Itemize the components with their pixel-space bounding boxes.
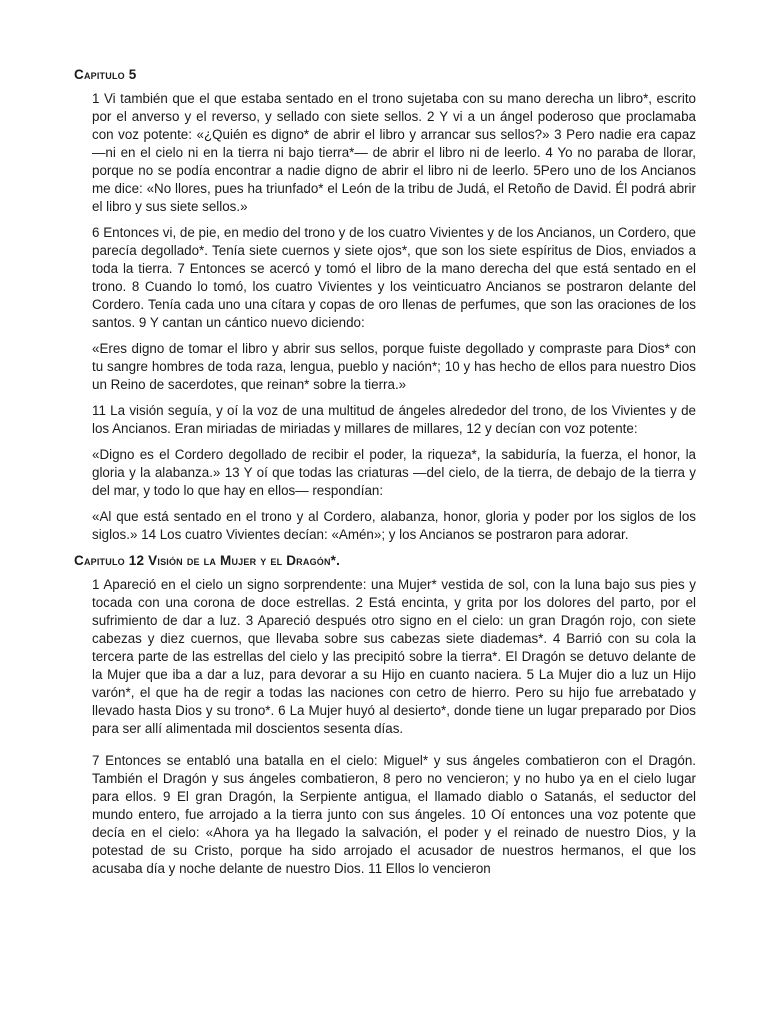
chapter-5-text (74, 90, 696, 544)
document-body (74, 66, 696, 886)
chapter-12-text (74, 576, 696, 878)
paragraph: «Digno es el Cordero degollado de recibir el poder, la riqueza*, la sabiduría, la fuerza, el honor, la gloria y la alabanza.» 13 Y oí que todas las criaturas —del cielo, de la tierra, de debajo de la tierra y del mar, y todo lo que hay en ellos— respondían: (92, 447, 696, 498)
paragraph: 6 Entonces vi, de pie, en medio del trono y de los cuatro Vivientes y de los Ancianos, un Cordero, que parecía degollado*. Tenía siete cuernos y siete ojos*, que son los siete espíritus de Dios, enviados a toda la tierra. 7 Entonces se acercó y tomó el libro de la mano derecha del que está sentado en el trono. 8 Cuando lo tomó, los cuatro Vivientes y los veinticuatro Ancianos se postraron delante del Cordero. Tenía cada uno una cítara y copas de oro llenas de perfumes, que son las oraciones de los santos. 9 Y cantan un cántico nuevo diciendo: (92, 225, 696, 330)
chapter-12-heading: Capitulo 12 Visión de la Mujer y el Dragón*. (74, 553, 341, 568)
paragraph: «Eres digno de tomar el libro y abrir sus sellos, porque fuiste degollado y compraste para Dios* con tu sangre hombres de toda raza, lengua, pueblo y nación*; 10 y has hecho de ellos para nuestro Dios un Reino de sacerdotes, que reinan* sobre la tierra.» (92, 341, 696, 392)
paragraph: 1 Vi también que el que estaba sentado en el trono sujetaba con su mano derecha un libro*, escrito por el anverso y el reverso, y sellado con siete sellos. 2 Y vi a un ángel poderoso que proclamaba con voz potente: «¿Quién es digno* de abrir el libro y arrancar sus sellos?» 3 Pero nadie era capaz —ni en el cielo ni en la tierra ni bajo tierra*— de abrir el libro ni de leerlo. 4 Yo no paraba de llorar, porque no se podía encontrar a nadie digno de abrir el libro ni de leerlo. 5Pero uno de los Ancianos me dice: «No llores, pues ha triunfado* el León de la tribu de Judá, el Retoño de David. Él podrá abrir el libro y sus siete sellos.» (92, 91, 696, 214)
paragraph: 7 Entonces se entabló una batalla en el cielo: Miguel* y sus ángeles combatieron con el Dragón. También el Dragón y sus ángeles combatieron, 8 pero no vencieron; y no hubo ya en el cielo lugar para ellos. 9 El gran Dragón, la Serpiente antigua, el llamado diablo o Satanás, el seductor del mundo entero, fue arrojado a la tierra junto con sus ángeles. 10 Oí entonces una voz potente que decía en el cielo: «Ahora ya ha llegado la salvación, el poder y el reinado de nuestro Dios, y la potestad de su Cristo, porque ha sido arrojado el acusador de nuestros hermanos, el que los acusaba día y noche delante de nuestro Dios. 11 Ellos lo vencieron (92, 753, 696, 876)
paragraph: 1 Apareció en el cielo un signo sorprendente: una Mujer* vestida de sol, con la luna bajo sus pies y tocada con una corona de doce estrellas. 2 Está encinta, y grita por los dolores del parto, por el sufrimiento de dar a luz. 3 Apareció después otro signo en el cielo: un gran Dragón rojo, con siete cabezas y diez cuernos, que llevaba sobre sus cabezas siete diademas*. 4 Barrió con su cola la tercera parte de las estrellas del cielo y las precipitó sobre la tierra*. El Dragón se detuvo delante de la Mujer que iba a dar a luz, para devorar a su Hijo en cuanto naciera. 5 La Mujer dio a luz un Hijo varón*, el que ha de regir a todas las naciones con cetro de hierro. Pero su hijo fue arrebatado y llevado hasta Dios y su trono*. 6 La Mujer huyó al desierto*, donde tiene un lugar preparado por Dios para ser allí alimentada mil doscientos sesenta días. (92, 577, 696, 736)
paragraph: 11 La visión seguía, y oí la voz de una multitud de ángeles alrededor del trono, de los Vivientes y de los Ancianos. Eran miriadas de miriadas y millares de millares, 12 y decían con voz potente: (92, 403, 696, 436)
chapter-5-heading: Capitulo 5 (74, 67, 137, 82)
paragraph: «Al que está sentado en el trono y al Cordero, alabanza, honor, gloria y poder por los siglos de los siglos.» 14 Los cuatro Vivientes decían: «Amén»; y los Ancianos se postraron para adorar. (92, 509, 696, 542)
